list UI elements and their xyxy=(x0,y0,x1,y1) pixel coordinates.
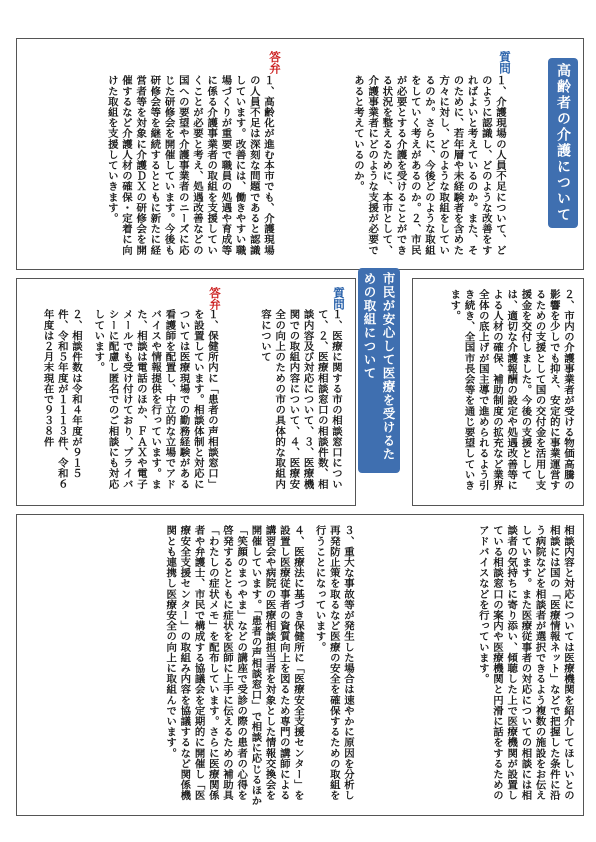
section2-lower-box xyxy=(16,514,584,816)
section2-answer5-text: ４、医療法に基づき保健所に「医療安全支援センター」を設置し医療従事者の資質向上を図るため専門の講師による講習会や病院の医療相談担当者を対象とした情報交換会を開催しています。「患者の声相談窓口」で相談に応じるほか「笑顔のまつやま」などの講座で受診の際の患者の心得を啓発するとともに症状を医師に上手に伝えるための補助具「わたしの症状メモ」を配布しています。さらに医療関係者や弁護士、市民で構成する協議会を定期的に開催し「医療安全支援センター」の取組み内容を協議するなど関係機関とも連携し医療安全の向上に取組んでいます。 xyxy=(164,525,304,806)
section2-answer2-text: ２、相談件数は令和４年度が９１５件、令和５年度が１１１３件、令和６年度は２月末現在で９３８件 xyxy=(41,309,82,490)
section1-answer-text: １、高齢化が進む本市でも、介護現場の人員不足は深刻な問題であると認識しています。改善には、働きやすい職場づくりが重要で職員の処遇や育成等に係る介護事業者の取組を支援していくことが必要と考え、処遇改善などの国への要望や介護事業者のニーズに応じた研修会を開催しています。今後も研修会等を継続するとともに新たに経営者等を対象に介護ＤＸの研修会を開催するなど介護人材の確保・定着に向けた取組を支援していきます。 xyxy=(105,75,274,256)
section1-question-text: １、介護現場の人員不足について、どのように認識し、どのような改善をすればよいと考えているのか。また、そのために、若年層や未経験者を含めた方々に対し、どのような取組をしているのか。さらに、今後どのような取組をしていく考えがあるのか。２、市民が必要とする介護を受けることができる状況を整えるために、本市として、介護事業者にどのような支援が必要であると考えているのか。 xyxy=(351,75,506,256)
section1-question-label: 質問 xyxy=(498,51,512,74)
section2-answer3-text: 相談内容と対応については医療機関を紹介してほしいとの相談には国の「医療情報ネット」などで把握した条件に沿う病院などを相談者が選択できるよう複数の施設をお伝えしています。また医療従事者の対応についての相談には相談者の気持ちに寄り添い、傾聴した上で医療機関が設置している相談窓口の案内や医療機関と円滑に話をするためのアドバイスなどを行っています。 xyxy=(476,525,574,801)
section1-title: 高齢者の介護について xyxy=(548,58,578,228)
section1-answer2-text: ２、市内の介護事業者が受ける物価高騰の影響を少しでも抑え、安定的に事業運営するための支援として国の交付金を活用し支援金を交付しました。今後の支援としては、適切な介護報酬の設定や処遇改善等による人材の確保、補助制度の拡充など業界全体の底上げが国主導で進められるよう引き続き、全国市長会等を通じ要望していきます。 xyxy=(448,289,574,491)
section2-answer-label: 答弁 xyxy=(208,287,222,310)
section1-answer2-box xyxy=(412,278,584,506)
section2-upper-box xyxy=(16,278,356,506)
section2-question-label: 質問 xyxy=(332,287,346,310)
section2-answer1-text: １、保健所内に「患者の声相談窓口」を設置しています。相談体制と対応については医療現場での勤務経験がある看護師を配置し、中立的な立場でアドバイスや情報提供を行っています。また、相談は電話のほか、ＦＡＸや電子メールでも受け付けており、プライバシーに配慮し匿名でのご相談にも対応しています。 xyxy=(92,309,218,490)
section1-upper-box xyxy=(16,38,584,270)
section2-title: 市民が安心して医療を受けるための取組について xyxy=(358,268,400,473)
section2-answer4-text: ３、重大な事故等が発生した場合は速やかに原因を分析し再発防止策を取るなど医療の安全を確保するための取組を行うことになっています。 xyxy=(313,525,354,801)
section2-question-text: １、医療に関する市の相談窓口について、２、医療相談窓口の相談件数、相談内容及び対応について、３、医療機関での取組内容について、４、医療安全の向上のための市の具体的な取組内容について xyxy=(258,309,342,490)
section1-answer-label: 答弁 xyxy=(268,51,282,74)
